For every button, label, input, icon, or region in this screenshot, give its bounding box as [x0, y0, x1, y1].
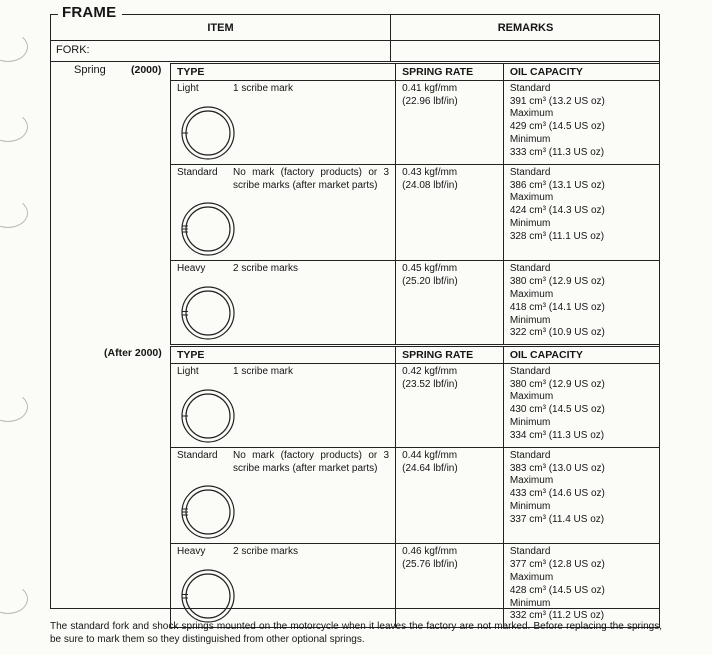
spring-rate-metric: 0.43 kgf/mm	[402, 166, 458, 178]
spring-coil-icon	[179, 104, 237, 162]
oil-capacity-line: Standard	[509, 449, 551, 461]
type-description: 2 scribe marks	[233, 546, 299, 558]
oil-capacity-cell	[503, 363, 659, 447]
spring-rate-cell	[396, 447, 504, 544]
oil-capacity-line: Standard	[509, 82, 551, 94]
fork-label: FORK:	[56, 44, 90, 56]
spring-rate-cell	[396, 363, 504, 447]
binder-hole	[0, 584, 38, 618]
spring-rate-metric: 0.42 kgf/mm	[402, 365, 458, 377]
spring-coil-icon	[179, 567, 237, 625]
oil-capacity-line: 391 cm³ (13.2 US oz)	[509, 95, 605, 107]
table-header-row	[171, 347, 660, 364]
header-item: ITEM	[207, 21, 234, 34]
oil-capacity-line: 424 cm³ (14.3 US oz)	[509, 205, 605, 217]
type-description: No mark (factory products) or 3 scribe marks (after market parts)	[233, 449, 390, 474]
oil-capacity-line: 386 cm³ (13.1 US oz)	[509, 179, 605, 191]
oil-capacity-line: Minimum	[509, 416, 551, 428]
header-divider	[390, 14, 391, 62]
type-cell	[171, 261, 396, 345]
oil-capacity-line: Maximum	[509, 288, 554, 300]
oil-capacity-line: 334 cm³ (11.3 US oz)	[509, 429, 605, 441]
spring-rate-imperial: (22.96 lbf/in)	[402, 95, 458, 107]
binder-hole	[0, 32, 38, 66]
oil-capacity-line: 430 cm³ (14.5 US oz)	[509, 404, 605, 416]
spring-rate-cell	[396, 164, 504, 261]
oil-capacity-line: Minimum	[509, 597, 551, 609]
type-name: Light	[177, 365, 199, 377]
oil-capacity-line: 328 cm³ (11.1 US oz)	[509, 230, 605, 242]
spring-rate-imperial: (25.76 lbf/in)	[402, 559, 458, 571]
binder-hole	[0, 198, 38, 232]
oil-capacity-line: 332 cm³ (11.2 US oz)	[509, 610, 605, 622]
type-description: 1 scribe mark	[233, 365, 294, 377]
oil-capacity-line: Maximum	[509, 391, 554, 403]
type-name: Standard	[177, 449, 218, 461]
spring-coil-icon	[179, 200, 237, 258]
spring-rate-imperial: (24.64 lbf/in)	[402, 462, 458, 474]
oil-capacity-line: 383 cm³ (13.0 US oz)	[509, 462, 605, 474]
oil-capacity-line: 429 cm³ (14.5 US oz)	[509, 121, 605, 133]
spring-rate-imperial: (25.20 lbf/in)	[402, 276, 458, 288]
spring-table-0	[170, 63, 660, 345]
col-spring-rate: SPRING RATE	[396, 347, 504, 364]
type-description: No mark (factory products) or 3 scribe marks (after market parts)	[233, 166, 390, 191]
oil-capacity-line: Maximum	[509, 192, 554, 204]
spring-rate-metric: 0.41 kgf/mm	[402, 82, 458, 94]
oil-capacity-line: Minimum	[509, 133, 551, 145]
oil-capacity-line: 433 cm³ (14.6 US oz)	[509, 488, 605, 500]
spring-table-1	[170, 346, 660, 628]
oil-capacity-line: Minimum	[509, 217, 551, 229]
oil-capacity-line: Standard	[509, 263, 551, 275]
spring-rate-imperial: (23.52 lbf/in)	[402, 378, 458, 390]
table-row	[171, 261, 660, 345]
col-spring-rate: SPRING RATE	[396, 64, 504, 81]
binder-hole	[0, 392, 38, 426]
type-name: Light	[177, 82, 199, 94]
oil-capacity-cell	[503, 80, 659, 164]
section-title: FRAME	[58, 4, 122, 21]
oil-capacity-line: 428 cm³ (14.5 US oz)	[509, 584, 605, 596]
oil-capacity-line: 377 cm³ (12.8 US oz)	[509, 559, 605, 571]
col-type: TYPE	[171, 347, 396, 364]
type-name: Heavy	[177, 546, 206, 558]
type-cell	[171, 544, 396, 628]
oil-capacity-cell	[503, 164, 659, 261]
oil-capacity-line: Standard	[509, 166, 551, 178]
fork-rule	[50, 61, 660, 62]
oil-capacity-cell	[503, 261, 659, 345]
spring-rate-metric: 0.46 kgf/mm	[402, 546, 458, 558]
header-rule	[50, 40, 660, 41]
table-row	[171, 363, 660, 447]
spring-rate-cell	[396, 80, 504, 164]
spring-rate-cell	[396, 261, 504, 345]
year-after-2000-label: (After 2000)	[104, 347, 162, 359]
table-row	[171, 544, 660, 628]
header-remarks: REMARKS	[497, 21, 554, 34]
type-cell	[171, 164, 396, 261]
oil-capacity-line: 337 cm³ (11.4 US oz)	[509, 513, 605, 525]
oil-capacity-line: Maximum	[509, 475, 554, 487]
type-cell	[171, 363, 396, 447]
oil-capacity-cell	[503, 447, 659, 544]
spring-rate-cell	[396, 544, 504, 628]
oil-capacity-cell	[503, 544, 659, 628]
spring-coil-icon	[179, 284, 237, 342]
oil-capacity-line: 380 cm³ (12.9 US oz)	[509, 276, 605, 288]
spring-rate-metric: 0.45 kgf/mm	[402, 263, 458, 275]
spring-rate-metric: 0.44 kgf/mm	[402, 449, 458, 461]
oil-capacity-line: Minimum	[509, 314, 551, 326]
oil-capacity-line: 380 cm³ (12.9 US oz)	[509, 378, 605, 390]
type-cell	[171, 80, 396, 164]
footnote: The standard fork and shock springs mounted on the motorcycle when it leaves the factory are not marked. Before replacing the springs, be sure to mark them so they distinguished from other optional springs.	[50, 621, 662, 645]
spring-rate-imperial: (24.08 lbf/in)	[402, 179, 458, 191]
binder-hole	[0, 112, 38, 146]
oil-capacity-line: Maximum	[509, 108, 554, 120]
type-name: Heavy	[177, 263, 206, 275]
spring-label: Spring	[74, 64, 106, 76]
table-row	[171, 164, 660, 261]
type-description: 1 scribe mark	[233, 82, 294, 94]
table-row	[171, 447, 660, 544]
col-oil-capacity: OIL CAPACITY	[503, 64, 659, 81]
type-name: Standard	[177, 166, 218, 178]
oil-capacity-line: 322 cm³ (10.9 US oz)	[509, 327, 605, 339]
year-2000-label: (2000)	[131, 64, 162, 76]
oil-capacity-line: Standard	[509, 546, 551, 558]
spring-coil-icon	[179, 483, 237, 541]
type-cell	[171, 447, 396, 544]
oil-capacity-line: 418 cm³ (14.1 US oz)	[509, 301, 605, 313]
oil-capacity-line: 333 cm³ (11.3 US oz)	[509, 146, 605, 158]
oil-capacity-line: Standard	[509, 365, 551, 377]
col-oil-capacity: OIL CAPACITY	[503, 347, 659, 364]
oil-capacity-line: Minimum	[509, 500, 551, 512]
col-type: TYPE	[171, 64, 396, 81]
oil-capacity-line: Maximum	[509, 571, 554, 583]
table-header-row	[171, 64, 660, 81]
type-description: 2 scribe marks	[233, 263, 299, 275]
table-row	[171, 80, 660, 164]
spring-coil-icon	[179, 387, 237, 445]
